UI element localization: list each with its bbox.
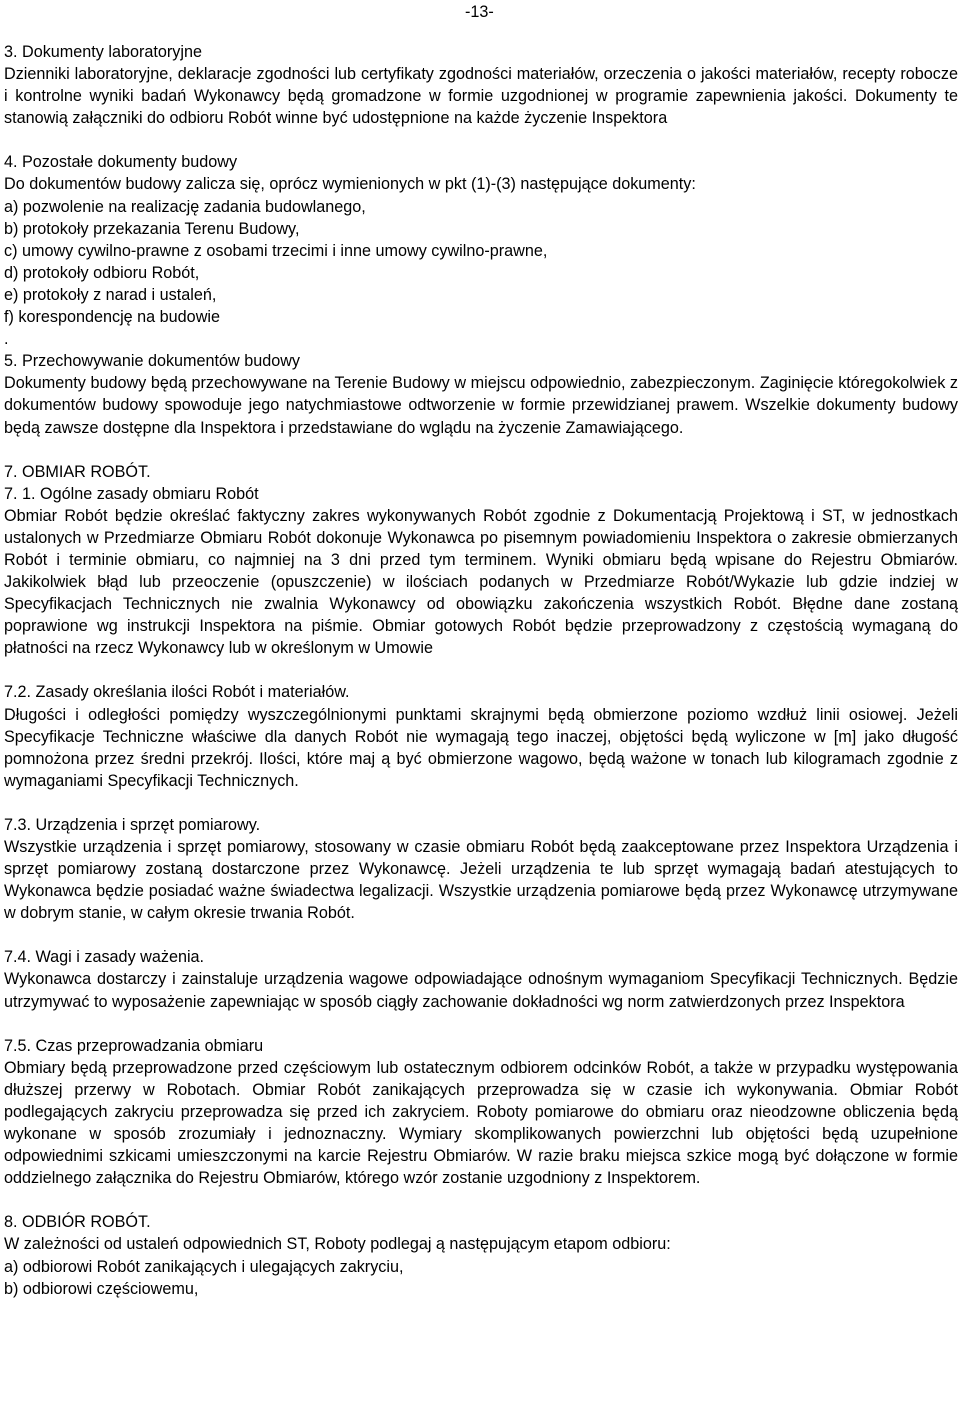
stray-dot: . [4, 330, 9, 349]
document-body [4, 41, 958, 1300]
section-heading: 3. Dokumenty laboratoryjne [4, 43, 202, 61]
section-laboratory-documents [4, 41, 958, 129]
subsection-heading: 7.2. Zasady określania ilości Robót i materiałów. [4, 683, 350, 702]
list-item: b) protokoły przekazania Terenu Budowy, [4, 219, 300, 238]
paragraph-gap [4, 1013, 958, 1035]
section-paragraph: Obmiar Robót będzie określać faktyczny zakres wykonywanych Robót zgodnie z Dokumentacją Projektową i ST, w jednostkach ustalonych w Przedmiarze Obmiaru Robót dokonuje Wykonawca po pisemnym powiadomieniu Inspektora o zakresie obmierzanych Robót i terminie obmiaru, co najmniej na 3 dni przed tym terminem. Wyniki obmiaru będą wpisane do Rejestru Obmiarów. Jakikolwiek błąd lub przeoczenie (opuszczenie) w ilościach podanych w Przedmiarze Robót/Wykazie lub gdzie indziej w Specyfikacjach Technicznych nie zwalnia Wykonawcy od obowiązku zakończenia wszystkich Robót. Błędne dane zostaną poprawione wg instrukcji Inspektora na piśmie. Obmiar gotowych Robót będzie przeprowadzony z częstością wymaganą do płatności na rzecz Wykonawcy lub w określonym w Umowie [4, 506, 958, 658]
section-paragraph: Obmiary będą przeprowadzone przed częściowym lub ostatecznym odbiorem odcinków Robót, a także w przypadku występowania dłuższej przerwy w Robotach. Obmiar Robót zanikających przeprowadza się w czasie ich wykonywania. Obmiar Robót podlegających zakryciu przeprowadza się przed ich zakryciem. Roboty pomiarowe do obmiaru oraz nieodzowne obliczenia będą wykonane w sposób zrozumiały i jednoznaczny. Wymiary skomplikowanych powierzchni lub objętości będą uzupełnione odpowiednimi szkicami umieszczonymi na karcie Rejestru Obmiarów. W razie braku miejsca szkice mogą być dołączone w formie oddzielnego załącznika do Rejestru Obmiarów, którego wzór zostanie uzgodniony z Inspektorem. [4, 1058, 958, 1188]
paragraph-gap [4, 924, 958, 946]
section-paragraph: Dzienniki laboratoryjne, deklaracje zgodności lub certyfikaty zgodności materiałów, orzeczenia o jakości materiałów, recepty robocze i kontrolne wyniki badań Wykonawcy będą gromadzone w formie uzgodnionej w programie zapewnienia jakości. Dokumenty te stanowią załączniki do odbioru Robót winne być udostępnione na każde życzenie Inspektora [4, 65, 958, 128]
section-acceptance [4, 1211, 958, 1299]
section-paragraph: Wszystkie urządzenia i sprzęt pomiarowy, stosowany w czasie obmiaru Robót będą zaakceptowane przez Inspektora Urządzenia i sprzęt pomiarowy zostaną dostarczone przez Wykonawcę. Jeżeli urządzenia te lub sprzęt wymagają badań atestujących to Wykonawca będzie posiadać ważne świadectwa legalizacji. Wszystkie urządzenia pomiarowe będą przez Wykonawcę utrzymywane w dobrym stanie, w całym okresie trwania Robót. [4, 838, 958, 923]
paragraph-gap [4, 129, 958, 151]
list-item: a) odbiorowi Robót zanikających i ulegających zakryciu, [4, 1257, 404, 1276]
paragraph-gap [4, 792, 958, 814]
list-item: e) protokoły z narad i ustaleń, [4, 285, 217, 304]
list-item: b) odbiorowi częściowemu, [4, 1279, 199, 1298]
subsection-heading: 7.3. Urządzenia i sprzęt pomiarowy. [4, 815, 261, 834]
section-heading: 5. Przechowywanie dokumentów budowy [4, 352, 301, 371]
chapter-heading: 8. ODBIÓR ROBÓT. [4, 1213, 151, 1232]
section-paragraph: Do dokumentów budowy zalicza się, oprócz wymienionych w pkt (1)-(3) następujące dokumenty: [4, 175, 696, 194]
section-heading: 4. Pozostałe dokumenty budowy [4, 153, 238, 172]
section-measurement [4, 461, 958, 1190]
paragraph-gap [4, 1189, 958, 1211]
section-paragraph: Wykonawca dostarczy i zainstaluje urządzenia wagowe odpowiadające odnośnym wymaganiom Specyfikacji Technicznych. Będzie utrzymywać to wyposażenie zapewniając w sposób ciągły zachowanie dokładności wg norm zatwierdzonych przez Inspektora [4, 970, 958, 1011]
list-item: d) protokoły odbioru Robót, [4, 263, 200, 282]
paragraph-gap [4, 439, 958, 461]
chapter-heading: 7. OBMIAR ROBÓT. [4, 462, 151, 481]
list-item: a) pozwolenie na realizację zadania budowlanego, [4, 197, 366, 216]
subsection-heading: 7. 1. Ogólne zasady obmiaru Robót [4, 484, 259, 503]
section-paragraph: Dokumenty budowy będą przechowywane na Terenie Budowy w miejscu odpowiednio, zabezpieczonym. Zaginięcie któregokolwiek z dokumentów budowy spowoduje jego natychmiastowe odtworzenie w formie przewidzianej prawem. Wszelkie dokumenty budowy będą zawsze dostępne dla Inspektora i przedstawiane do wglądu na życzenie Zamawiającego. [4, 374, 958, 437]
list-item: c) umowy cywilno-prawne z osobami trzecimi i inne umowy cywilno-prawne, [4, 241, 548, 260]
section-paragraph: Długości i odległości pomiędzy wyszczególnionymi punktami skrajnymi będą obmierzone poziomo wzdłuż linii osiowej. Jeżeli Specyfikacje Techniczne właściwe dla danych Robót nie wymagają tego inaczej, objętości będą wyliczone w [m] jako długość pomnożona przez średni przekrój. Ilości, które maj ą być obmierzone wagowo, będą ważone w tonach lub kilogramach zgodnie z wymaganiami Specyfikacji Technicznych. [4, 705, 958, 790]
paragraph-gap [4, 659, 958, 681]
subsection-heading: 7.5. Czas przeprowadzania obmiaru [4, 1036, 264, 1055]
section-paragraph: W zależności od ustaleń odpowiednich ST, Roboty podlegaj ą następującym etapom odbioru: [4, 1235, 671, 1254]
section-other-documents [4, 151, 958, 350]
page-number: -13- [465, 3, 494, 21]
subsection-heading: 7.4. Wagi i zasady ważenia. [4, 948, 205, 967]
section-document-storage [4, 350, 958, 438]
list-item: f) korespondencję na budowie [4, 308, 220, 327]
